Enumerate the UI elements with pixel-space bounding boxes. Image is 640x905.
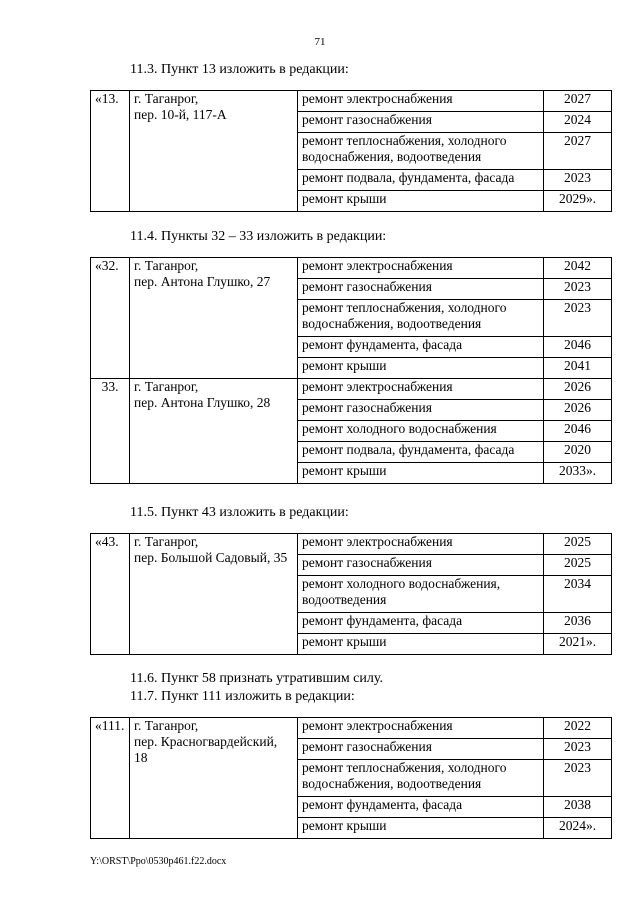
work-type: ремонт подвала, фундамента, фасада bbox=[298, 170, 544, 191]
address-cell bbox=[130, 258, 298, 379]
housing-table bbox=[90, 533, 612, 655]
work-year: 2023 bbox=[544, 760, 612, 797]
work-year: 2025 bbox=[544, 534, 612, 555]
work-type: ремонт теплоснабжения, холодного водоснабжения, водоотведения bbox=[298, 300, 544, 337]
work-year: 2046 bbox=[544, 421, 612, 442]
section-heading: 11.3. Пункт 13 изложить в редакции: bbox=[130, 62, 349, 77]
work-type: ремонт электроснабжения bbox=[298, 718, 544, 739]
work-type: ремонт электроснабжения bbox=[298, 534, 544, 555]
item-number: 33. bbox=[91, 379, 130, 484]
work-year: 2033». bbox=[544, 463, 612, 484]
work-year: 2023 bbox=[544, 279, 612, 300]
work-type: ремонт крыши bbox=[298, 358, 544, 379]
work-type: ремонт теплоснабжения, холодного водоснабжения, водоотведения bbox=[298, 760, 544, 797]
city: г. Таганрог, bbox=[134, 91, 199, 106]
city: г. Таганрог, bbox=[134, 718, 199, 733]
house-number: 18 bbox=[134, 750, 148, 765]
section-heading: 11.7. Пункт 111 изложить в редакции: bbox=[130, 689, 355, 704]
address-cell bbox=[130, 718, 298, 839]
work-year: 2021». bbox=[544, 634, 612, 655]
file-path-footer: Y:\ORST\Ppo\0530p461.f22.docx bbox=[90, 856, 227, 867]
item-number: «111. bbox=[91, 718, 130, 839]
work-year: 2026 bbox=[544, 379, 612, 400]
work-type: ремонт холодного водоснабжения bbox=[298, 421, 544, 442]
work-type: ремонт газоснабжения bbox=[298, 400, 544, 421]
address-cell bbox=[130, 379, 298, 484]
work-year: 2026 bbox=[544, 400, 612, 421]
work-type: ремонт электроснабжения bbox=[298, 258, 544, 279]
work-year: 2027 bbox=[544, 133, 612, 170]
city: г. Таганрог, bbox=[134, 258, 199, 273]
page-number: 71 bbox=[314, 36, 326, 48]
housing-table bbox=[90, 717, 612, 839]
section-heading: 11.4. Пункты 32 – 33 изложить в редакции: bbox=[130, 229, 387, 244]
item-number: «13. bbox=[91, 91, 130, 212]
work-type: ремонт холодного водоснабжения, водоотведения bbox=[298, 576, 544, 613]
work-year: 2023 bbox=[544, 170, 612, 191]
work-year: 2025 bbox=[544, 555, 612, 576]
work-type: ремонт подвала, фундамента, фасада bbox=[298, 442, 544, 463]
work-type: ремонт газоснабжения bbox=[298, 739, 544, 760]
work-type: ремонт крыши bbox=[298, 191, 544, 212]
work-year: 2023 bbox=[544, 300, 612, 337]
work-type: ремонт фундамента, фасада bbox=[298, 613, 544, 634]
item-number: «43. bbox=[91, 534, 130, 655]
street: пер. Большой Садовый, 35 bbox=[134, 550, 288, 565]
work-type: ремонт газоснабжения bbox=[298, 555, 544, 576]
work-year: 2024». bbox=[544, 818, 612, 839]
work-year: 2046 bbox=[544, 337, 612, 358]
work-year: 2023 bbox=[544, 739, 612, 760]
housing-table bbox=[90, 257, 612, 484]
street: пер. Антона Глушко, 27 bbox=[134, 274, 271, 289]
work-type: ремонт теплоснабжения, холодного водоснабжения, водоотведения bbox=[298, 133, 544, 170]
street: пер. 10-й, 117-А bbox=[134, 107, 227, 122]
work-year: 2042 bbox=[544, 258, 612, 279]
work-type: ремонт фундамента, фасада bbox=[298, 797, 544, 818]
section-heading: 11.5. Пункт 43 изложить в редакции: bbox=[130, 505, 349, 520]
work-year: 2027 bbox=[544, 91, 612, 112]
work-year: 2038 bbox=[544, 797, 612, 818]
work-year: 2020 bbox=[544, 442, 612, 463]
work-year: 2022 bbox=[544, 718, 612, 739]
work-type: ремонт электроснабжения bbox=[298, 91, 544, 112]
city: г. Таганрог, bbox=[134, 534, 199, 549]
work-type: ремонт электроснабжения bbox=[298, 379, 544, 400]
address-cell bbox=[130, 91, 298, 212]
address-cell bbox=[130, 534, 298, 655]
work-type: ремонт крыши bbox=[298, 463, 544, 484]
item-number: «32. bbox=[91, 258, 130, 379]
street: пер. Антона Глушко, 28 bbox=[134, 395, 271, 410]
work-year: 2036 bbox=[544, 613, 612, 634]
work-type: ремонт газоснабжения bbox=[298, 112, 544, 133]
street: пер. Красногвардейский, bbox=[134, 734, 278, 749]
work-year: 2041 bbox=[544, 358, 612, 379]
work-year: 2029». bbox=[544, 191, 612, 212]
work-type: ремонт фундамента, фасада bbox=[298, 337, 544, 358]
section-note: 11.6. Пункт 58 признать утратившим силу. bbox=[130, 671, 383, 686]
work-type: ремонт газоснабжения bbox=[298, 279, 544, 300]
city: г. Таганрог, bbox=[134, 379, 199, 394]
work-type: ремонт крыши bbox=[298, 634, 544, 655]
housing-table bbox=[90, 90, 612, 212]
work-year: 2034 bbox=[544, 576, 612, 613]
work-type: ремонт крыши bbox=[298, 818, 544, 839]
work-year: 2024 bbox=[544, 112, 612, 133]
